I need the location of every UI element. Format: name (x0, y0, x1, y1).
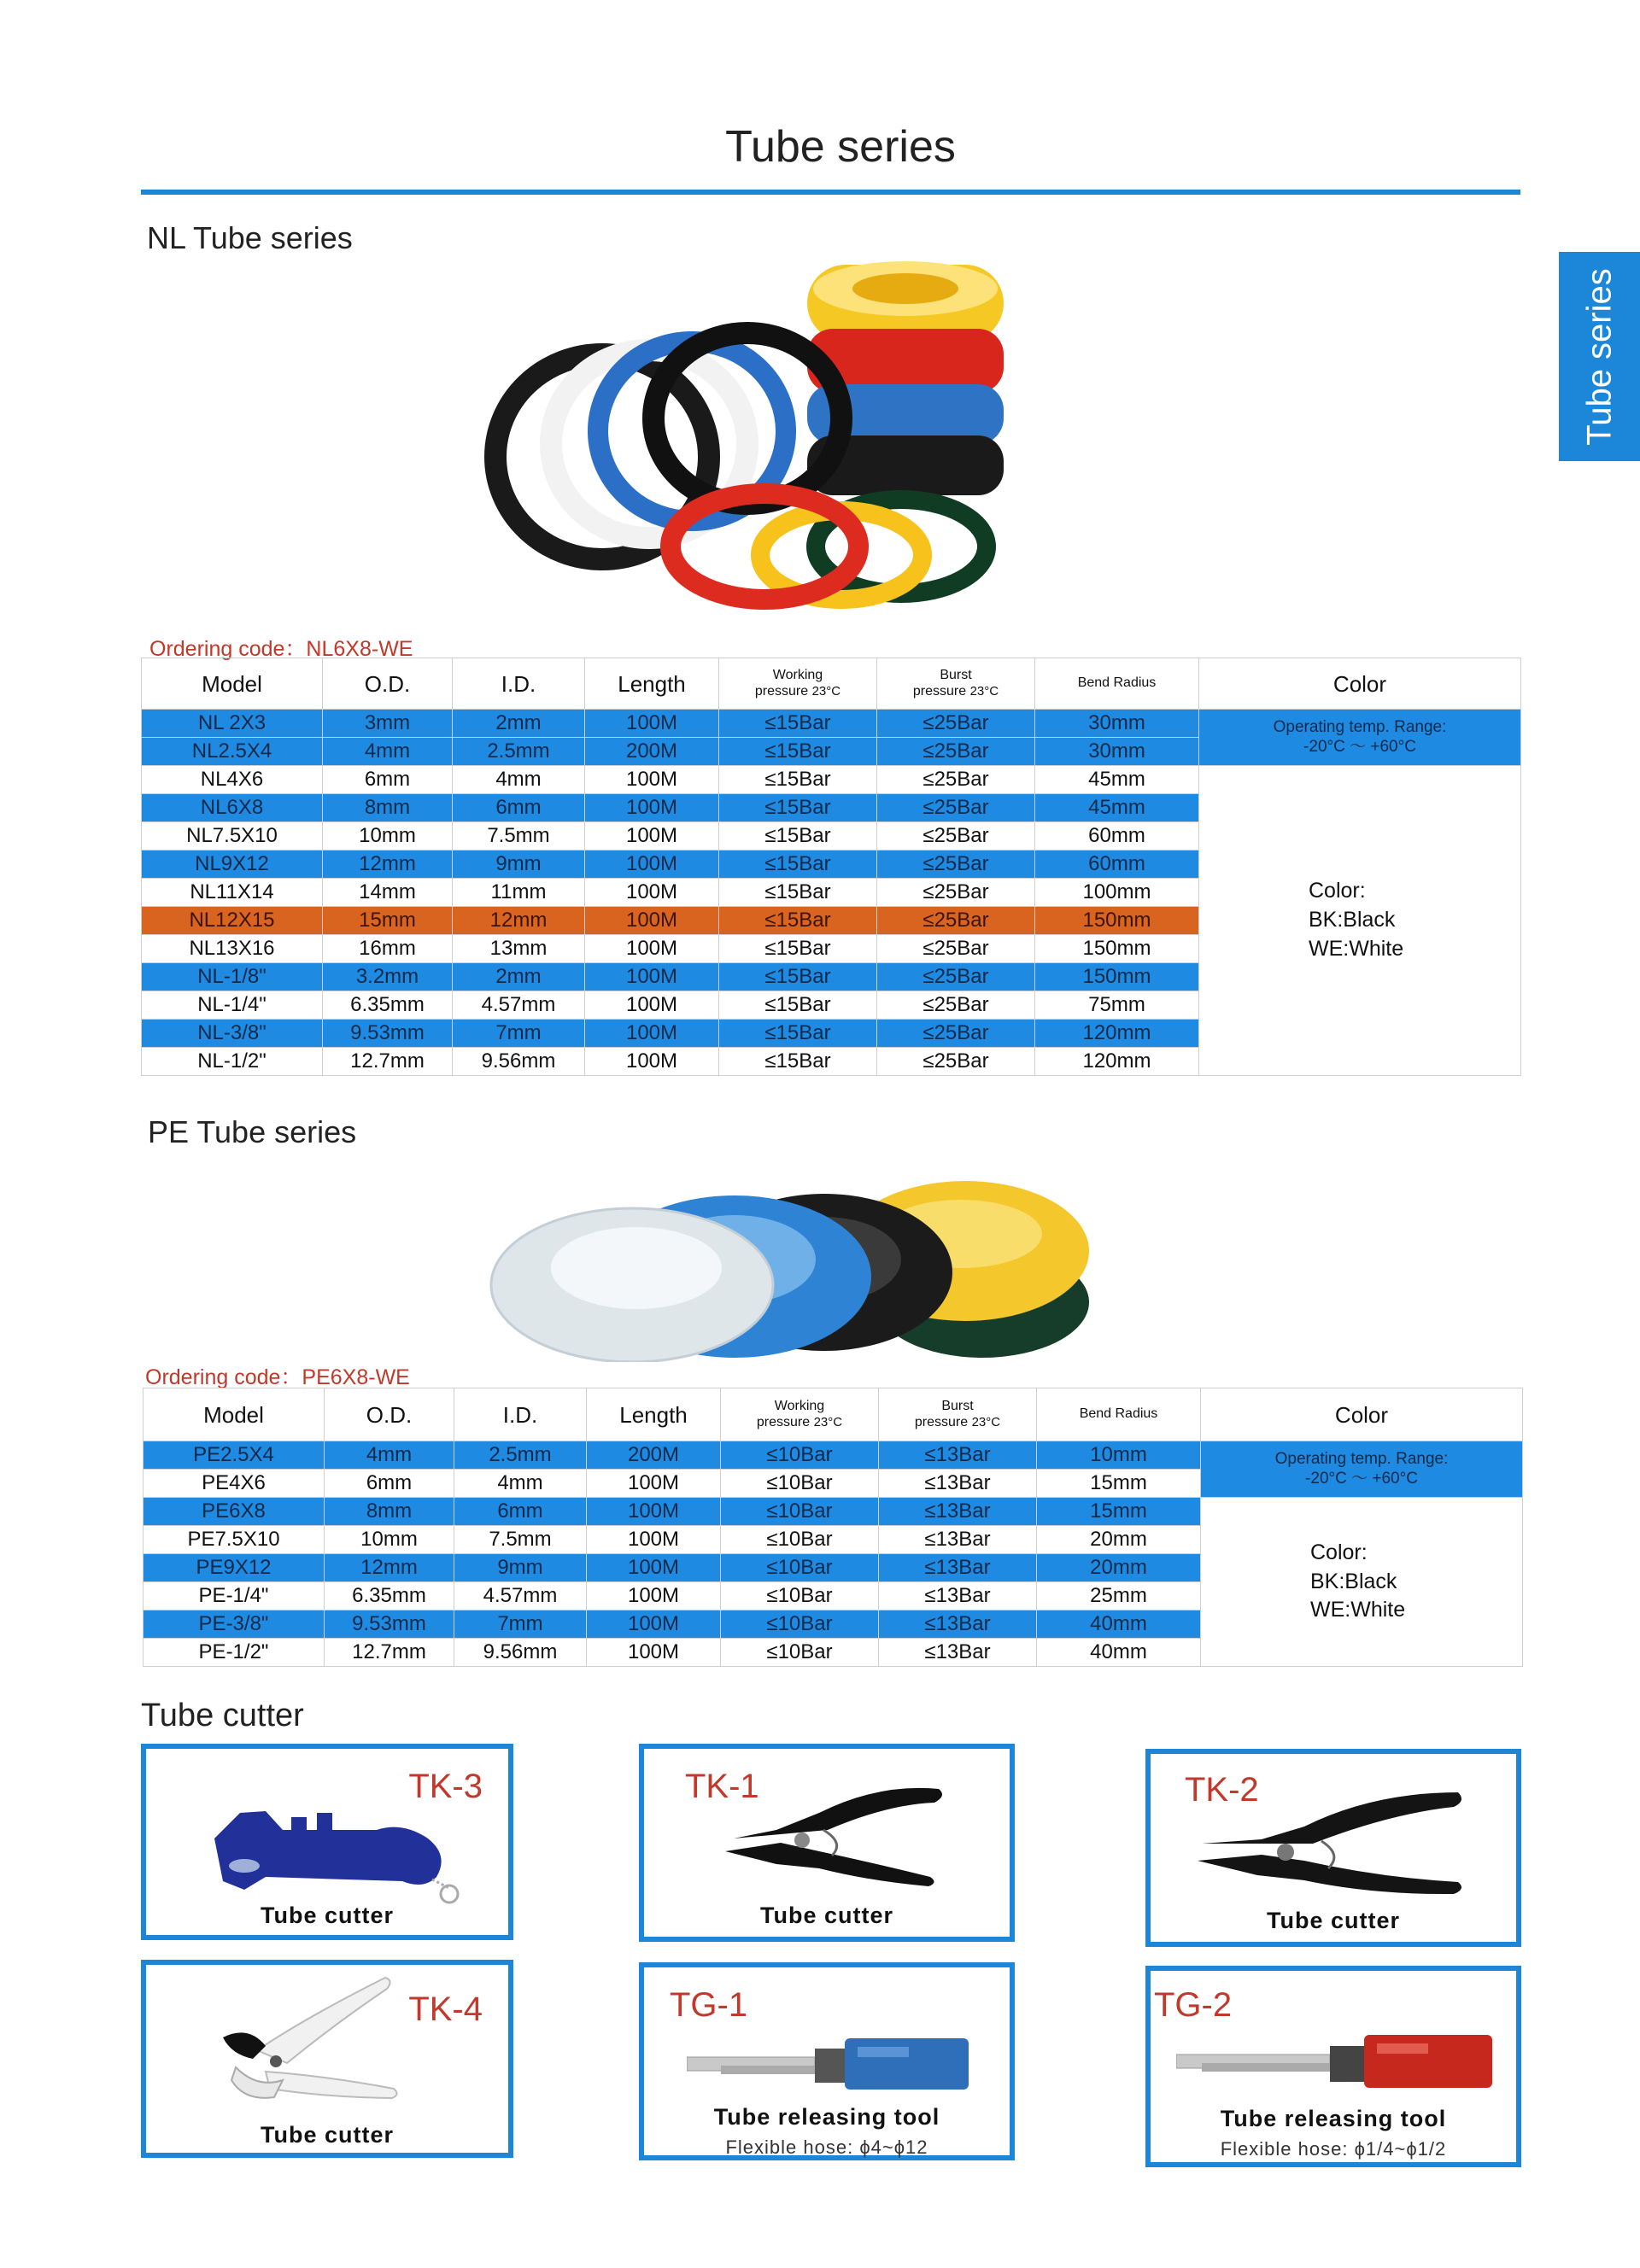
cell-len: 200M (587, 1441, 721, 1470)
cell-len: 100M (585, 766, 719, 794)
cell-model: PE9X12 (144, 1554, 325, 1582)
cell-id: 4.57mm (453, 991, 585, 1020)
cell-od: 10mm (325, 1526, 454, 1554)
tool-label: Tube cutter (260, 1903, 394, 1928)
cell-wp: ≤10Bar (721, 1470, 879, 1498)
table-row (144, 1498, 1523, 1526)
operating-temp-range: -20°C ～ +60°C (1305, 1469, 1418, 1488)
pe-ordering-code: Ordering code：PE6X8-WE (145, 1365, 410, 1389)
tool-code: TK-1 (685, 1768, 759, 1805)
cell-wp: ≤15Bar (719, 991, 877, 1020)
header-length: Length (587, 1388, 721, 1441)
cell-bp: ≤25Bar (877, 991, 1035, 1020)
releasing-tool-icon (687, 2031, 977, 2100)
pe-spec-table (143, 1388, 1523, 1667)
table-row (144, 1441, 1523, 1470)
page-title: Tube series (725, 122, 956, 172)
cell-bend: 120mm (1035, 1048, 1199, 1076)
cell-bend: 20mm (1037, 1554, 1201, 1582)
cell-model: PE4X6 (144, 1470, 325, 1498)
cell-wp: ≤10Bar (721, 1639, 879, 1667)
cell-bp: ≤25Bar (877, 963, 1035, 991)
cell-od: 12mm (323, 850, 453, 879)
cell-model: NL4X6 (142, 766, 323, 794)
tool-sublabel: Flexible hose: ϕ1/4~ϕ1/2 (1220, 2138, 1447, 2160)
cell-od: 12.7mm (323, 1048, 453, 1076)
cell-id: 7mm (454, 1610, 587, 1639)
cell-len: 100M (585, 935, 719, 963)
cell-len: 100M (587, 1610, 721, 1639)
cell-len: 100M (587, 1526, 721, 1554)
nl-ordering-code: Ordering code：NL6X8-WE (149, 637, 413, 661)
cell-od: 6.35mm (325, 1582, 454, 1610)
cell-len: 100M (587, 1498, 721, 1526)
cell-id: 7mm (453, 1020, 585, 1048)
cell-model: PE6X8 (144, 1498, 325, 1526)
cell-bp: ≤25Bar (877, 794, 1035, 822)
cell-len: 200M (585, 738, 719, 766)
header-bend-radius: Bend Radius (1035, 658, 1199, 710)
cell-len: 100M (585, 850, 719, 879)
cell-bend: 30mm (1035, 710, 1199, 738)
cell-id: 2mm (453, 710, 585, 738)
color-options-cell (1199, 766, 1521, 1076)
cell-od: 15mm (323, 907, 453, 935)
cell-bend: 120mm (1035, 1020, 1199, 1048)
header-working-pressure: Working pressure 23°C (721, 1388, 879, 1441)
color-option: BK:Black (1310, 1569, 1397, 1593)
color-option: WE:White (1309, 936, 1404, 961)
cell-len: 100M (585, 710, 719, 738)
cell-od: 12.7mm (325, 1639, 454, 1667)
cell-bp: ≤13Bar (879, 1441, 1037, 1470)
cell-bp: ≤25Bar (877, 822, 1035, 850)
tool-card-tg1[interactable] (639, 1962, 1015, 2160)
pliers-icon (717, 1770, 973, 1890)
cell-od: 6.35mm (323, 991, 453, 1020)
cell-wp: ≤15Bar (719, 963, 877, 991)
cell-bp: ≤13Bar (879, 1554, 1037, 1582)
cell-model: NL11X14 (142, 879, 323, 907)
cell-bp: ≤13Bar (879, 1610, 1037, 1639)
color-option: Color: (1310, 1540, 1368, 1564)
header-length: Length (585, 658, 719, 710)
cell-model: NL7.5X10 (142, 822, 323, 850)
cell-id: 6mm (453, 794, 585, 822)
header-working-pressure: Working pressure 23°C (719, 658, 877, 710)
cell-wp: ≤10Bar (721, 1582, 879, 1610)
cell-wp: ≤15Bar (719, 850, 877, 879)
cell-model: PE-3/8" (144, 1610, 325, 1639)
cell-model: NL12X15 (142, 907, 323, 935)
cell-od: 4mm (323, 738, 453, 766)
cell-bp: ≤13Bar (879, 1498, 1037, 1526)
cell-wp: ≤10Bar (721, 1610, 879, 1639)
cell-bp: ≤25Bar (877, 710, 1035, 738)
side-tab[interactable] (1559, 252, 1640, 461)
cell-id: 9mm (454, 1554, 587, 1582)
nl-spec-table (141, 658, 1521, 1076)
cell-wp: ≤10Bar (721, 1498, 879, 1526)
cell-bend: 60mm (1035, 822, 1199, 850)
tool-card-tk4[interactable] (141, 1960, 513, 2158)
cell-len: 100M (585, 822, 719, 850)
cell-wp: ≤15Bar (719, 1048, 877, 1076)
cell-len: 100M (585, 1020, 719, 1048)
cell-wp: ≤15Bar (719, 794, 877, 822)
tool-code: TK-4 (408, 1990, 483, 2028)
cell-len: 100M (585, 991, 719, 1020)
cell-od: 8mm (323, 794, 453, 822)
tool-card-tk3[interactable] (141, 1744, 513, 1940)
cell-bend: 75mm (1035, 991, 1199, 1020)
cell-id: 2.5mm (454, 1441, 587, 1470)
cell-bp: ≤13Bar (879, 1639, 1037, 1667)
header-id: I.D. (454, 1388, 587, 1441)
cell-od: 3.2mm (323, 963, 453, 991)
cell-model: NL2.5X4 (142, 738, 323, 766)
cell-model: PE7.5X10 (144, 1526, 325, 1554)
tool-code: TG-1 (670, 1986, 748, 2024)
cell-wp: ≤15Bar (719, 710, 877, 738)
cell-od: 14mm (323, 879, 453, 907)
header-color: Color (1199, 658, 1521, 710)
cell-id: 7.5mm (454, 1526, 587, 1554)
pe-section-title: PE Tube series (148, 1114, 357, 1149)
color-option: Color: (1309, 879, 1366, 903)
color-options-cell (1201, 1498, 1523, 1667)
cell-id: 9mm (453, 850, 585, 879)
cell-bend: 100mm (1035, 879, 1199, 907)
operating-temp-cell (1199, 710, 1521, 766)
cell-id: 6mm (454, 1498, 587, 1526)
tool-code: TK-3 (408, 1768, 483, 1805)
cell-id: 9.56mm (454, 1639, 587, 1667)
tool-label: Tube cutter (759, 1903, 893, 1928)
cell-od: 16mm (323, 935, 453, 963)
pe-tubes-image (487, 1131, 1093, 1362)
tool-label: Tube cutter (1266, 1908, 1400, 1933)
cell-od: 4mm (325, 1441, 454, 1470)
cell-len: 100M (585, 794, 719, 822)
cell-wp: ≤15Bar (719, 879, 877, 907)
cell-id: 2mm (453, 963, 585, 991)
releasing-tool-icon (1176, 2031, 1501, 2099)
cell-bp: ≤25Bar (877, 766, 1035, 794)
cell-bend: 45mm (1035, 794, 1199, 822)
cell-bend: 150mm (1035, 963, 1199, 991)
header-color: Color (1201, 1388, 1523, 1441)
pvc-cutter-icon (206, 1973, 428, 2119)
nl-tubes-image (474, 248, 1038, 615)
color-option: BK:Black (1309, 908, 1396, 932)
cell-bp: ≤25Bar (877, 850, 1035, 879)
cell-len: 100M (587, 1470, 721, 1498)
header-burst-pressure: Burst pressure 23°C (877, 658, 1035, 710)
table-row (142, 766, 1521, 794)
table-row (142, 710, 1521, 738)
cell-id: 7.5mm (453, 822, 585, 850)
title-rule (141, 190, 1520, 195)
cell-bp: ≤25Bar (877, 1048, 1035, 1076)
cell-wp: ≤15Bar (719, 738, 877, 766)
side-tab-label: Tube series (1580, 267, 1618, 446)
cell-od: 8mm (325, 1498, 454, 1526)
cell-len: 100M (585, 907, 719, 935)
operating-temp-label: Operating temp. Range: (1274, 1449, 1449, 1468)
cell-bend: 15mm (1037, 1498, 1201, 1526)
cell-wp: ≤10Bar (721, 1441, 879, 1470)
tool-card-tg2[interactable] (1145, 1966, 1521, 2167)
cell-bp: ≤25Bar (877, 1020, 1035, 1048)
cell-bend: 45mm (1035, 766, 1199, 794)
cell-bend: 150mm (1035, 935, 1199, 963)
tool-code: TK-2 (1185, 1771, 1259, 1809)
tool-card-tk1[interactable] (639, 1744, 1015, 1942)
cell-wp: ≤15Bar (719, 907, 877, 935)
cell-model: NL6X8 (142, 794, 323, 822)
operating-temp-range: -20°C ～ +60°C (1303, 737, 1416, 756)
cell-bp: ≤25Bar (877, 907, 1035, 935)
cell-bend: 40mm (1037, 1639, 1201, 1667)
cell-id: 11mm (453, 879, 585, 907)
cell-model: PE-1/4" (144, 1582, 325, 1610)
cell-bp: ≤25Bar (877, 879, 1035, 907)
pe-table-header (144, 1388, 1523, 1441)
tube-cutter-icon (206, 1787, 488, 1907)
cell-bp: ≤13Bar (879, 1470, 1037, 1498)
cell-od: 10mm (323, 822, 453, 850)
cell-bend: 15mm (1037, 1470, 1201, 1498)
cell-model: NL-1/4" (142, 991, 323, 1020)
cell-model: PE2.5X4 (144, 1441, 325, 1470)
cell-bp: ≤13Bar (879, 1582, 1037, 1610)
cell-wp: ≤15Bar (719, 935, 877, 963)
cell-bend: 20mm (1037, 1526, 1201, 1554)
cell-wp: ≤15Bar (719, 822, 877, 850)
cell-model: NL9X12 (142, 850, 323, 879)
cell-len: 100M (587, 1639, 721, 1667)
cell-od: 6mm (323, 766, 453, 794)
cell-len: 100M (585, 963, 719, 991)
cell-id: 9.56mm (453, 1048, 585, 1076)
cell-len: 100M (587, 1554, 721, 1582)
header-od: O.D. (323, 658, 453, 710)
cell-wp: ≤10Bar (721, 1554, 879, 1582)
pliers-icon (1185, 1780, 1492, 1899)
cell-id: 12mm (453, 907, 585, 935)
cell-bend: 10mm (1037, 1441, 1201, 1470)
cell-id: 4mm (454, 1470, 587, 1498)
header-bend-radius: Bend Radius (1037, 1388, 1201, 1441)
header-od: O.D. (325, 1388, 454, 1441)
cell-len: 100M (585, 879, 719, 907)
cell-model: PE-1/2" (144, 1639, 325, 1667)
cell-od: 3mm (323, 710, 453, 738)
cell-od: 12mm (325, 1554, 454, 1582)
cell-model: NL13X16 (142, 935, 323, 963)
tool-code: TG-2 (1154, 1986, 1233, 2024)
cell-bp: ≤25Bar (877, 738, 1035, 766)
cell-bend: 30mm (1035, 738, 1199, 766)
cell-od: 9.53mm (323, 1020, 453, 1048)
cell-od: 6mm (325, 1470, 454, 1498)
header-model: Model (142, 658, 323, 710)
nl-section-title: NL Tube series (147, 220, 353, 255)
header-id: I.D. (453, 658, 585, 710)
operating-temp-label: Operating temp. Range: (1273, 717, 1447, 736)
cell-id: 4mm (453, 766, 585, 794)
cell-bp: ≤25Bar (877, 935, 1035, 963)
header-burst-pressure: Burst pressure 23°C (879, 1388, 1037, 1441)
operating-temp-cell (1201, 1441, 1523, 1498)
header-model: Model (144, 1388, 325, 1441)
cell-bend: 25mm (1037, 1582, 1201, 1610)
color-option: WE:White (1310, 1598, 1406, 1622)
cell-len: 100M (585, 1048, 719, 1076)
cell-bend: 150mm (1035, 907, 1199, 935)
tool-card-tk2[interactable] (1145, 1749, 1521, 1947)
cell-wp: ≤10Bar (721, 1526, 879, 1554)
cell-wp: ≤15Bar (719, 766, 877, 794)
cell-bp: ≤13Bar (879, 1526, 1037, 1554)
cell-bend: 40mm (1037, 1610, 1201, 1639)
cell-model: NL-3/8" (142, 1020, 323, 1048)
cell-model: NL-1/2" (142, 1048, 323, 1076)
cell-id: 2.5mm (453, 738, 585, 766)
cell-len: 100M (587, 1582, 721, 1610)
tool-label: Tube cutter (260, 2122, 394, 2148)
cell-id: 4.57mm (454, 1582, 587, 1610)
tool-label: Tube releasing tool (713, 2104, 940, 2130)
nl-table-header (142, 658, 1521, 710)
cell-bend: 60mm (1035, 850, 1199, 879)
cell-od: 9.53mm (325, 1610, 454, 1639)
tube-cutter-section-title: Tube cutter (141, 1698, 304, 1733)
tool-sublabel: Flexible hose: ϕ4~ϕ12 (725, 2136, 928, 2158)
cell-wp: ≤15Bar (719, 1020, 877, 1048)
cell-id: 13mm (453, 935, 585, 963)
cell-model: NL 2X3 (142, 710, 323, 738)
cell-model: NL-1/8" (142, 963, 323, 991)
tool-label: Tube releasing tool (1220, 2106, 1447, 2131)
